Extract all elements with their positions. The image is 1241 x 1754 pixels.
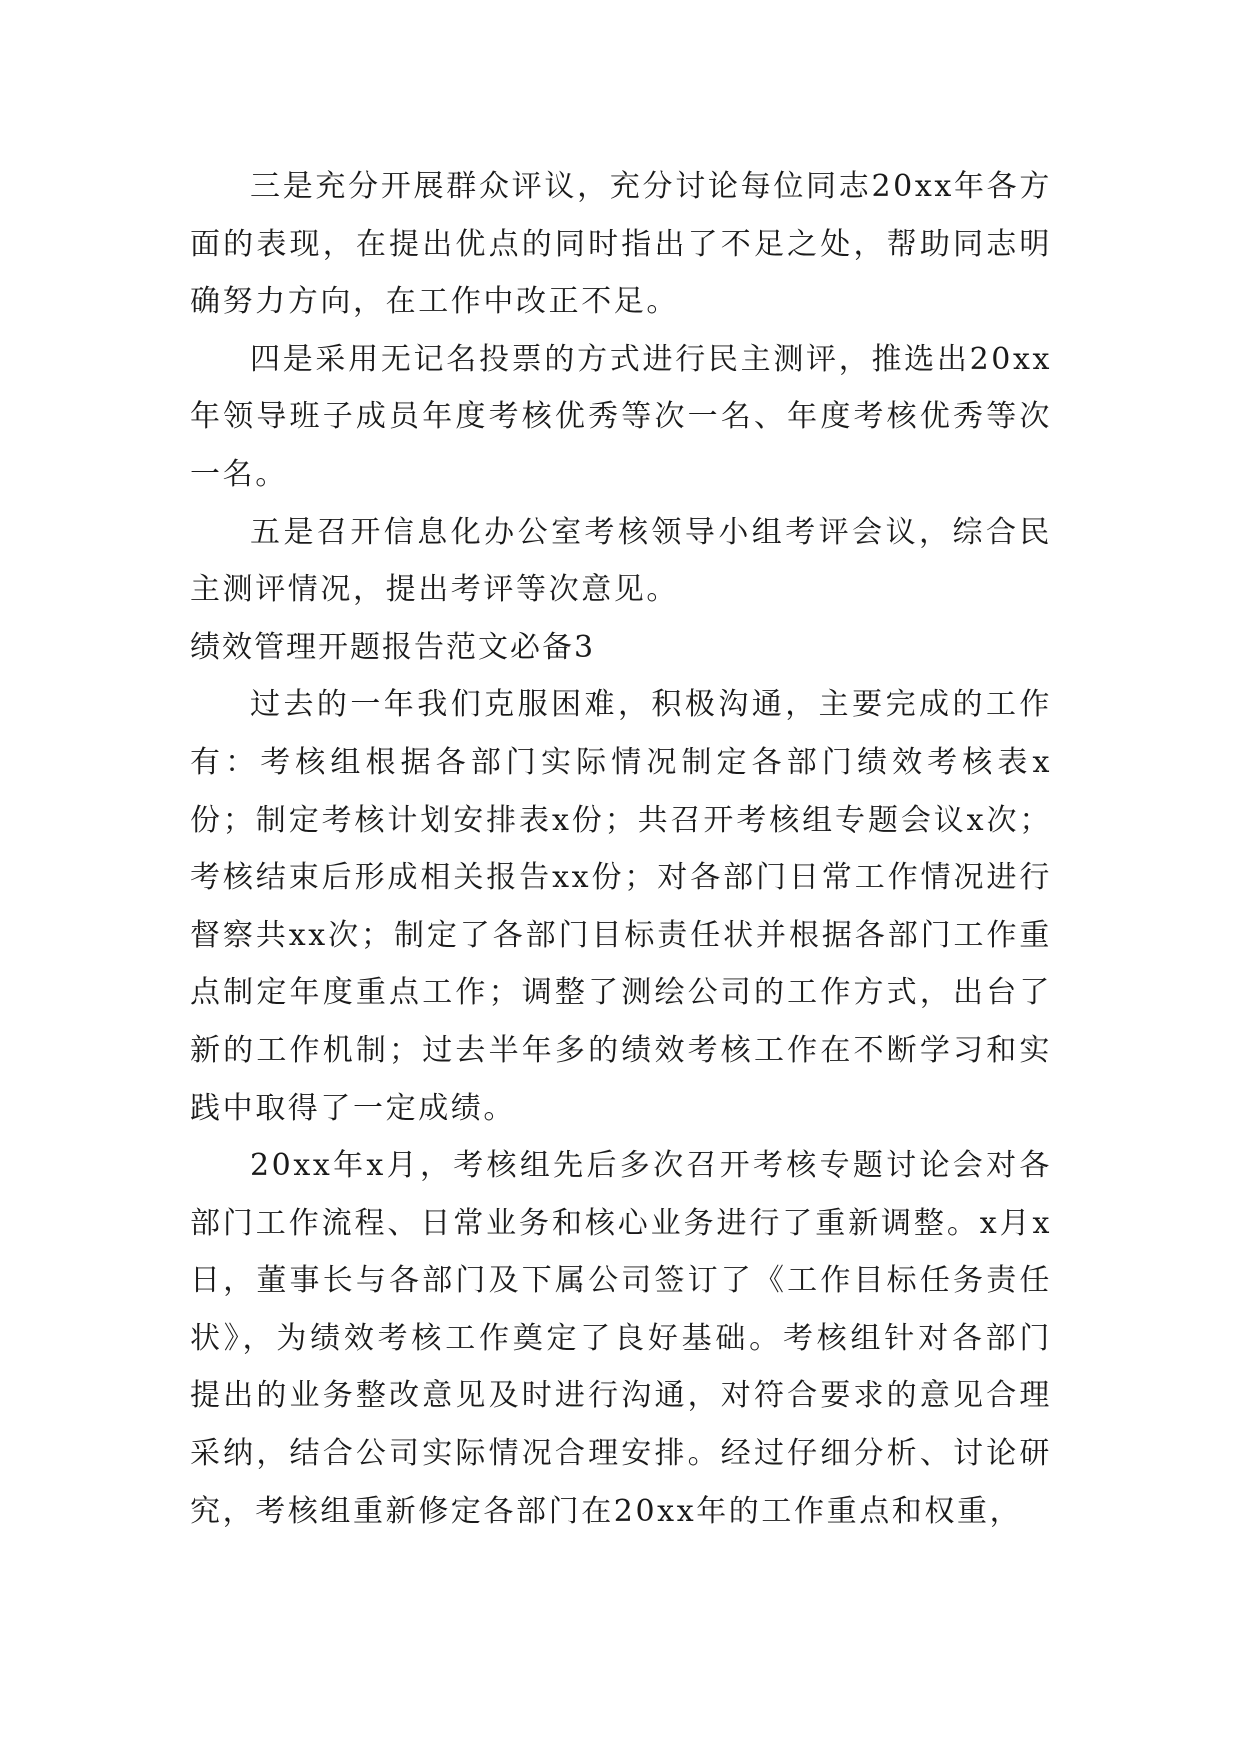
paragraph-past-year-work: 过去的一年我们克服困难，积极沟通，主要完成的工作有：考核组根据各部门实际情况制定各部门绩效考核表x份；制定考核计划安排表x份；共召开考核组专题会议x次；考核结束后形成相关报告xx份；对各部门日常工作情况进行督察共xx次；制定了各部门目标责任状并根据各部门工作重点制定年度重点工作；调整了测绘公司的工作方式，出台了新的工作机制；过去半年多的绩效考核工作在不断学习和实践中取得了一定成绩。: [190, 687, 1052, 1126]
paragraph-mass-review: 三是充分开展群众评议，充分讨论每位同志20xx年各方面的表现，在提出优点的同时指出了不足之处，帮助同志明确努力方向，在工作中改正不足。: [190, 169, 1052, 320]
paragraph-anonymous-vote: 四是采用无记名投票的方式进行民主测评，推选出20xx年领导班子成员年度考核优秀等次一名、年度考核优秀等次一名。: [190, 341, 1052, 492]
paragraph-assessment-adjustment: 20xx年x月，考核组先后多次召开考核专题讨论会对各部门工作流程、日常业务和核心业务进行了重新调整。x月x日，董事长与各部门及下属公司签订了《工作目标任务责任状》，为绩效考核工作奠定了良好基础。考核组针对各部门提出的业务整改意见及时进行沟通，对符合要求的意见合理采纳，结合公司实际情况合理安排。经过仔细分析、讨论研究，考核组重新修定各部门在20xx年的工作重点和权重，: [190, 1148, 1052, 1529]
section-heading: 绩效管理开题报告范文必备3: [190, 629, 596, 665]
document-body: [190, 158, 1052, 1540]
paragraph-review-meeting: 五是召开信息化办公室考核领导小组考评会议，综合民主测评情况，提出考评等次意见。: [190, 514, 1052, 608]
